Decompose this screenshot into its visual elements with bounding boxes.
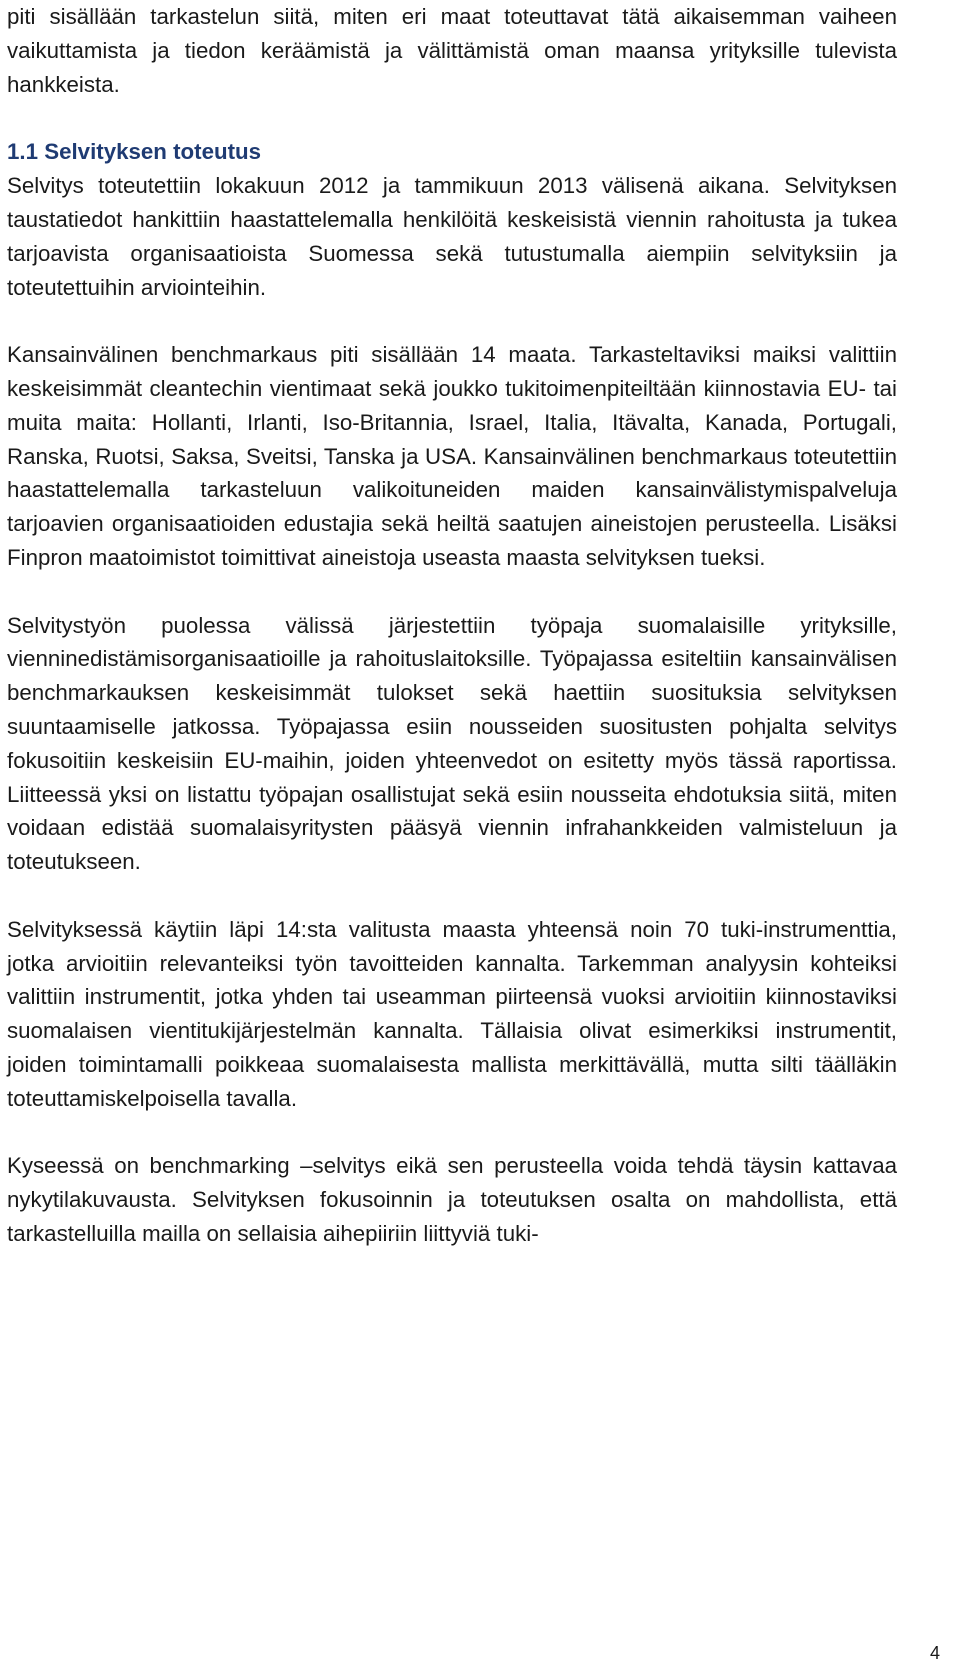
section-number: 1.1 (7, 139, 38, 165)
section-title: Selvityksen toteutus (44, 139, 262, 165)
paragraph-implementation-period: Selvitys toteutettiin lokakuun 2012 ja tammikuun 2013 välisenä aikana. Selvityksen taustatiedot hankittiin haastattelemalla henkilöitä keskeisistä viennin rahoitusta ja tukea tarjoavista organisaatioista Suomessa sekä tutustumalla aiempiin selvityksiin ja toteutettuihin arviointeihin. (7, 173, 897, 300)
paragraph-workshop: Selvitystyön puolessa välissä järjestettiin työpaja suomalaisille yrityksille, vienninedistämisorganisaatioille ja rahoituslaitoksille. Työpajassa esiteltiin kansainvälisen benchmarkauksen keskeisimmät tulokset sekä haettiin suosituksia selvityksen suuntaamiselle jatkossa. Työpajassa esiin nousseiden suositusten pohjalta selvitys fokusoitiin keskeisiin EU-maihin, joiden yhteenvedot on esitetty myös tässä raportissa. Liitteessä yksi on listattu työpajan osallistujat sekä esiin nousseita ehdotuksia siitä, miten voidaan edistää suomalaisyritysten pääsyä viennin infrahankkeiden valmisteluun ja toteutukseen. (7, 612, 897, 875)
paragraph-instruments: Selvityksessä käytiin läpi 14:sta valitusta maasta yhteensä noin 70 tuki-instrumenttia, jotka arvioitiin relevanteiksi työn tavoitteiden kannalta. Tarkemman analyysin kohteiksi valittiin instrumentit, jotka yhden tai useamman piirteensä vuoksi arvioitiin kiinnostaviksi suomalaisen vientitukijärjestelmän kannalta. Tällaisia olivat esimerkiksi instrumentit, joiden toimintamalli poikkeaa suomalaisesta mallista merkittävällä, mutta silti täälläkin toteuttamiskelpoisella tavalla. (7, 916, 897, 1111)
page-number: 4 (929, 1643, 940, 1663)
document-page (7, 0, 897, 1251)
paragraph-benchmarking-countries: Kansainvälinen benchmarkaus piti sisällään 14 maata. Tarkasteltaviksi maiksi valittiin keskeisimmät cleantechin vientimaat sekä joukko tukitoimenpiteiltään kiinnostavia EU- tai muita maita: Hollanti, Irlanti, Iso-Britannia, Israel, Italia, Itävalta, Kanada, Portugali, Ranska, Ruotsi, Saksa, Sveitsi, Tanska ja USA. Kansainvälinen benchmarkaus toteutettiin haastattelemalla tarkasteluun valikoituneiden maiden kansainvälistymispalveluja tarjoavien organisaatioiden edustajia sekä heiltä saatujen aineistojen perusteella. Lisäksi Finpron maatoimistot toimittivat aineistoja useasta maasta selvityksen tueksi. (7, 342, 897, 570)
section-heading (7, 135, 897, 169)
paragraph-limitations: Kyseessä on benchmarking –selvitys eikä sen perusteella voida tehdä täysin kattavaa nykytilakuvausta. Selvityksen fokusoinnin ja toteutuksen osalta on mahdollista, että tarkastelluilla mailla on sellaisia aihepiiriin liittyviä tuki- (7, 1153, 897, 1246)
intro-paragraph: piti sisällään tarkastelun siitä, miten eri maat toteuttavat tätä aikaisemman vaiheen vaikuttamista ja tiedon keräämistä ja välittämistä oman maansa yrityksille tulevista hankkeista. (7, 4, 897, 97)
